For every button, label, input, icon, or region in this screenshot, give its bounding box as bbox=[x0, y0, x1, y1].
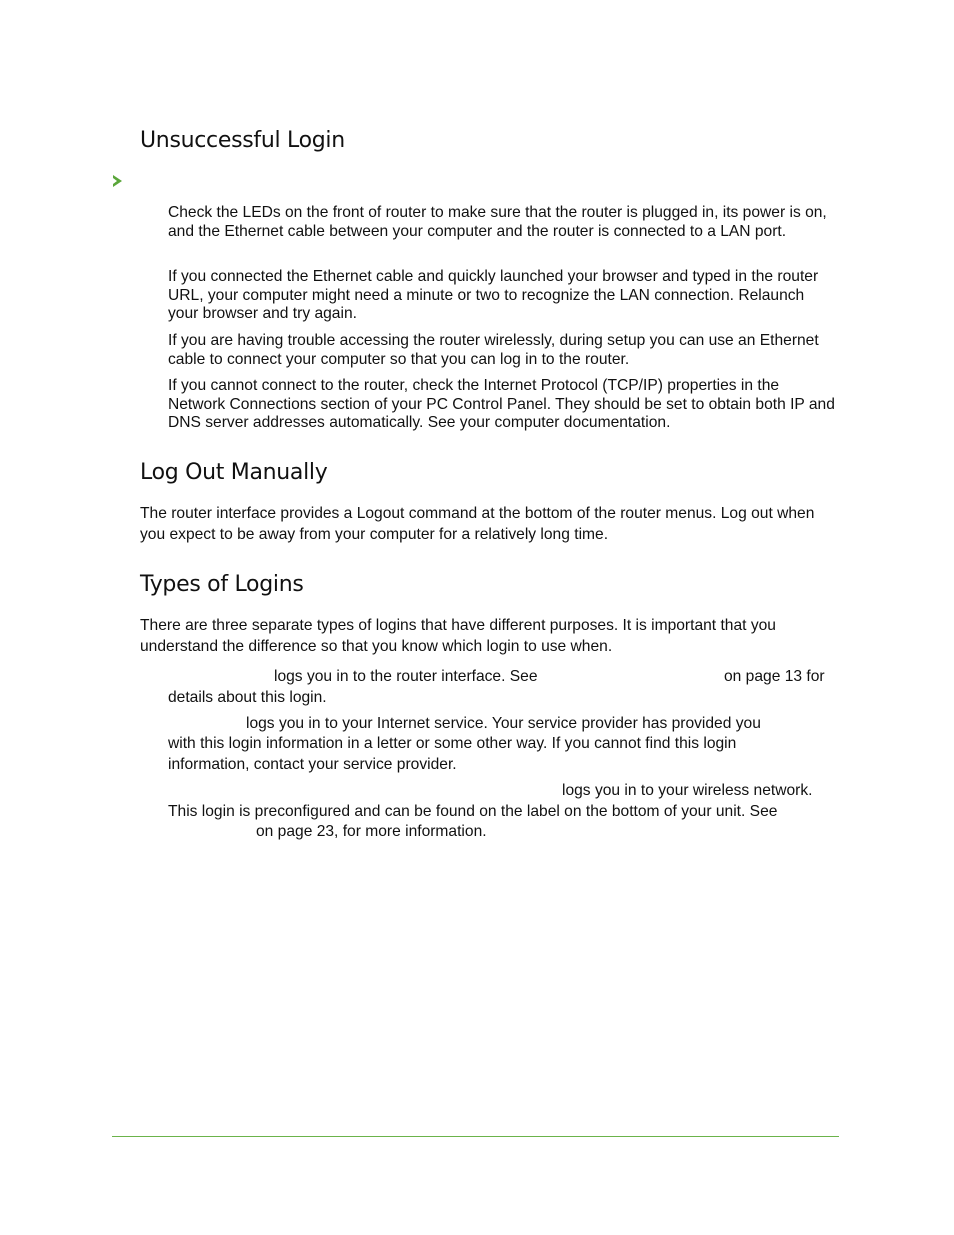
router-login-details: details about this login. bbox=[168, 689, 327, 706]
footer-rule bbox=[112, 1136, 839, 1137]
paragraph-logout-command: The router interface provides a Logout command at the bottom of the router menus. Log out when you expect to be away from your computer for a relatively long time. bbox=[140, 505, 815, 543]
isp-login-line3: information, contact your service provider. bbox=[168, 756, 457, 773]
heading-log-out-manually: Log Out Manually bbox=[140, 460, 328, 485]
green-arrow-icon bbox=[113, 175, 122, 187]
paragraph-relaunch-browser: If you connected the Ethernet cable and quickly launched your browser and typed in the router URL, your computer might need a minute or two to recognize the LAN connection. Relaunch your browser and try again. bbox=[168, 268, 819, 322]
isp-login-line1: logs you in to your Internet service. Your service provider has provided you bbox=[246, 715, 761, 732]
paragraph-tcpip-properties: If you cannot connect to the router, check the Internet Protocol (TCP/IP) properties in the Network Connections section of your PC Control Panel. They should be set to obtain both IP and DNS server addresses automatically. See your computer documentation. bbox=[168, 377, 835, 431]
paragraph-logins-intro: There are three separate types of logins that have different purposes. It is important that you understand the difference so that you know which login to use when. bbox=[140, 617, 776, 655]
router-login-text: logs you in to the router interface. See bbox=[274, 668, 538, 685]
isp-login-line2: with this login information in a letter or some other way. If you cannot find this login bbox=[168, 735, 737, 752]
heading-unsuccessful-login: Unsuccessful Login bbox=[140, 128, 345, 153]
wireless-login-line1: logs you in to your wireless network. bbox=[562, 782, 813, 799]
paragraph-check-leds: Check the LEDs on the front of router to make sure that the router is plugged in, its power is on, and the Ethernet cable between your computer and the router is connected to a LAN port. bbox=[168, 204, 827, 240]
heading-types-of-logins: Types of Logins bbox=[140, 572, 304, 597]
wireless-login-line3: on page 23, for more information. bbox=[256, 823, 487, 840]
wireless-login-line2: This login is preconfigured and can be found on the label on the bottom of your unit. See bbox=[168, 803, 778, 820]
router-login-page-ref: on page 13 for bbox=[724, 668, 825, 685]
paragraph-wireless-trouble: If you are having trouble accessing the router wirelessly, during setup you can use an Ethernet cable to connect your computer so that you can log in to the router. bbox=[168, 332, 819, 368]
